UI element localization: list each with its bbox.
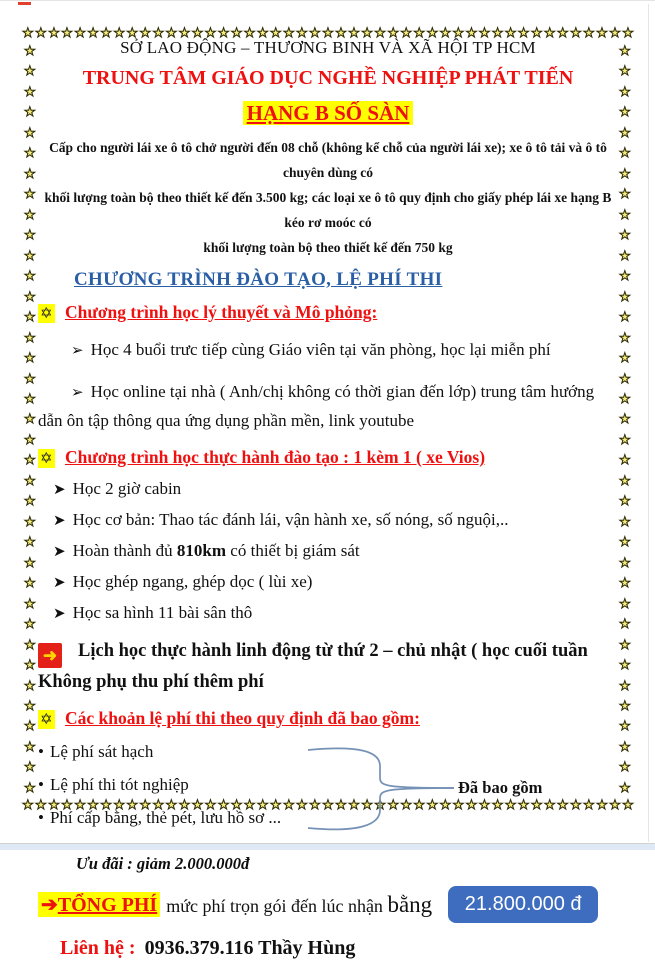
arrow-bullet-icon: ➤: [53, 575, 66, 591]
practice-item-text: có thiết bị giám sát: [226, 541, 360, 560]
fees-title: Các khoản lệ phí thi theo quy định đã bao gồm:: [64, 708, 420, 728]
contact-row: [60, 937, 618, 960]
top-red-dash: [18, 2, 31, 5]
program-heading-row: [74, 269, 618, 291]
practice-item-text: Học sa hình 11 bài sân thô: [72, 603, 253, 622]
red-arrow-right-icon: ➔: [41, 894, 58, 916]
total-fee-description: [166, 892, 432, 918]
theory-title: Chương trình học lý thuyết và Mô phỏng:: [64, 302, 378, 322]
practice-item-km: 810km: [176, 541, 227, 560]
total-price-button: 21.800.000 đ: [448, 886, 598, 923]
program-heading: CHƯƠNG TRÌNH ĐÀO TẠO, LỆ PHÍ THI: [74, 269, 443, 290]
right-edge-line: [648, 4, 649, 842]
practice-item-text: Học ghép ngang, ghép dọc ( lùi xe): [72, 572, 313, 591]
star-of-david-icon: ✡: [40, 306, 53, 322]
theory-item: [38, 336, 618, 365]
arrow-bullet-icon: ➤: [53, 482, 66, 498]
center-name-title: TRUNG TÂM GIÁO DỤC NGHỀ NGHIỆP PHÁT TIẾN: [82, 67, 574, 89]
contact-label: Liên hệ :: [60, 937, 136, 959]
theory-item-text: Học 4 buổi trưc tiếp cùng Giáo viên tại văn phòng, học lại miễn phí: [90, 340, 551, 359]
arrow-bullet-icon: ➤: [53, 544, 66, 560]
flyer-content: [38, 38, 618, 960]
included-label: Đã bao gồm: [458, 778, 543, 797]
total-price-row: [38, 886, 618, 923]
practice-item-text: Hoàn thành đủ: [72, 541, 177, 560]
schedule-note: [38, 637, 618, 697]
star-border-bottom: ★ ★ ★ ★ ★ ★ ★ ★ ★ ★ ★ ★ ★ ★ ★ ★ ★ ★ ★ ★ ★ ★ ★ ★ ★ ★ ★ ★ ★ ★ ★ ★ ★ ★ ★ ★ ★ ★ ★ ★ ★ ★ ★ ★ ★ ★ ★: [22, 797, 634, 812]
dot-bullet-icon: •: [38, 808, 44, 827]
practice-title: Chương trình học thực hành đào tạo : 1 kèm 1 ( xe Vios): [64, 447, 486, 467]
contact-phone: 0936.379.116 Thầy Hùng: [144, 937, 356, 959]
practice-item: [38, 541, 618, 561]
practice-item: [38, 572, 618, 592]
fees-body: [38, 742, 618, 846]
curly-brace-graphic: [306, 742, 456, 834]
practice-item: [38, 510, 618, 530]
promo-text: Ưu đãi : giảm 2.000.000đ: [76, 854, 250, 873]
fee-item-text: Lệ phí thi tót nghiệp: [49, 775, 189, 794]
fee-item-text: Lệ phí sát hạch: [49, 742, 154, 761]
dot-bullet-icon: •: [38, 775, 44, 794]
class-label-row: [38, 101, 618, 126]
star-border-right: ★ ★ ★ ★ ★ ★ ★ ★ ★ ★ ★ ★ ★ ★ ★ ★ ★ ★ ★ ★ ★ ★ ★ ★ ★ ★ ★ ★ ★ ★ ★ ★ ★ ★ ★ ★ ★: [619, 43, 631, 795]
description-line: khối lượng toàn bộ theo thiết kế đến 750 kg: [203, 240, 453, 255]
total-desc-text: mức phí trọn gói đến lúc nhận: [166, 895, 388, 916]
practice-item-text: Học 2 giờ cabin: [72, 479, 182, 498]
arrow-bullet-icon: ➤: [53, 606, 66, 622]
description-line: Cấp cho người lái xe ô tô chở người đến 08 chỗ (không kể chỗ của người lái xe); xe ô tô tải và ô tô chuyên dùng có: [49, 140, 607, 180]
total-fee-label: TỔNG PHÍ: [57, 894, 158, 916]
class-label: HẠNG B SỐ SÀN: [243, 101, 414, 125]
total-desc-emphasis: bằng: [387, 891, 433, 917]
schedule-note-text: Lịch học thực hành linh động từ thứ 2 – chủ nhật ( học cuối tuần Không phụ thu phí thêm phí: [38, 641, 588, 692]
organization-title: SỞ LAO ĐỘNG – THƯƠNG BINH VÀ XÃ HỘI TP HCM: [120, 38, 536, 57]
description-line: khối lượng toàn bộ theo thiết kế đến 3.500 kg; các loại xe ô tô quy định cho giấy phép lái xe hạng B kéo rơ moóc có: [44, 190, 612, 230]
practice-item: [38, 479, 618, 499]
star-of-david-icon: ✡: [40, 712, 53, 728]
theory-section-heading: [38, 302, 618, 323]
practice-section-heading: [38, 447, 618, 468]
red-arrow-icon: ➜: [38, 643, 62, 668]
theory-item-text: Học online tại nhà ( Anh/chị không có thời gian đến lớp) trung tâm hướng dẫn ôn tập thông qua ứng dụng phần mền, link youtube: [38, 382, 595, 430]
practice-item-text: Học cơ bản: Thao tác đánh lái, vận hành xe, số nóng, số nguội,..: [72, 510, 509, 529]
star-of-david-icon: ✡: [40, 451, 53, 467]
star-border-top: ★ ★ ★ ★ ★ ★ ★ ★ ★ ★ ★ ★ ★ ★ ★ ★ ★ ★ ★ ★ ★ ★ ★ ★ ★ ★ ★ ★ ★ ★ ★ ★ ★ ★ ★ ★ ★ ★ ★ ★ ★ ★ ★ ★ ★ ★ ★: [22, 25, 634, 40]
license-description: [38, 135, 618, 260]
fee-item-text: Phí cấp bằng, thẻ pét, lưu hồ sơ ...: [49, 808, 282, 827]
star-border-left: ★ ★ ★ ★ ★ ★ ★ ★ ★ ★ ★ ★ ★ ★ ★ ★ ★ ★ ★ ★ ★ ★ ★ ★ ★ ★ ★ ★ ★ ★ ★ ★ ★ ★ ★ ★ ★: [24, 43, 36, 795]
arrow-bullet-icon: ➢: [71, 343, 84, 359]
top-edge-line: [0, 0, 655, 1]
practice-item: [38, 603, 618, 623]
dot-bullet-icon: •: [38, 742, 44, 761]
bottom-window-strip: [0, 843, 655, 850]
theory-item: [38, 378, 618, 434]
fees-section-heading: [38, 708, 618, 729]
arrow-bullet-icon: ➤: [53, 513, 66, 529]
total-fee-badge: [38, 892, 160, 917]
arrow-bullet-icon: ➢: [71, 385, 84, 401]
